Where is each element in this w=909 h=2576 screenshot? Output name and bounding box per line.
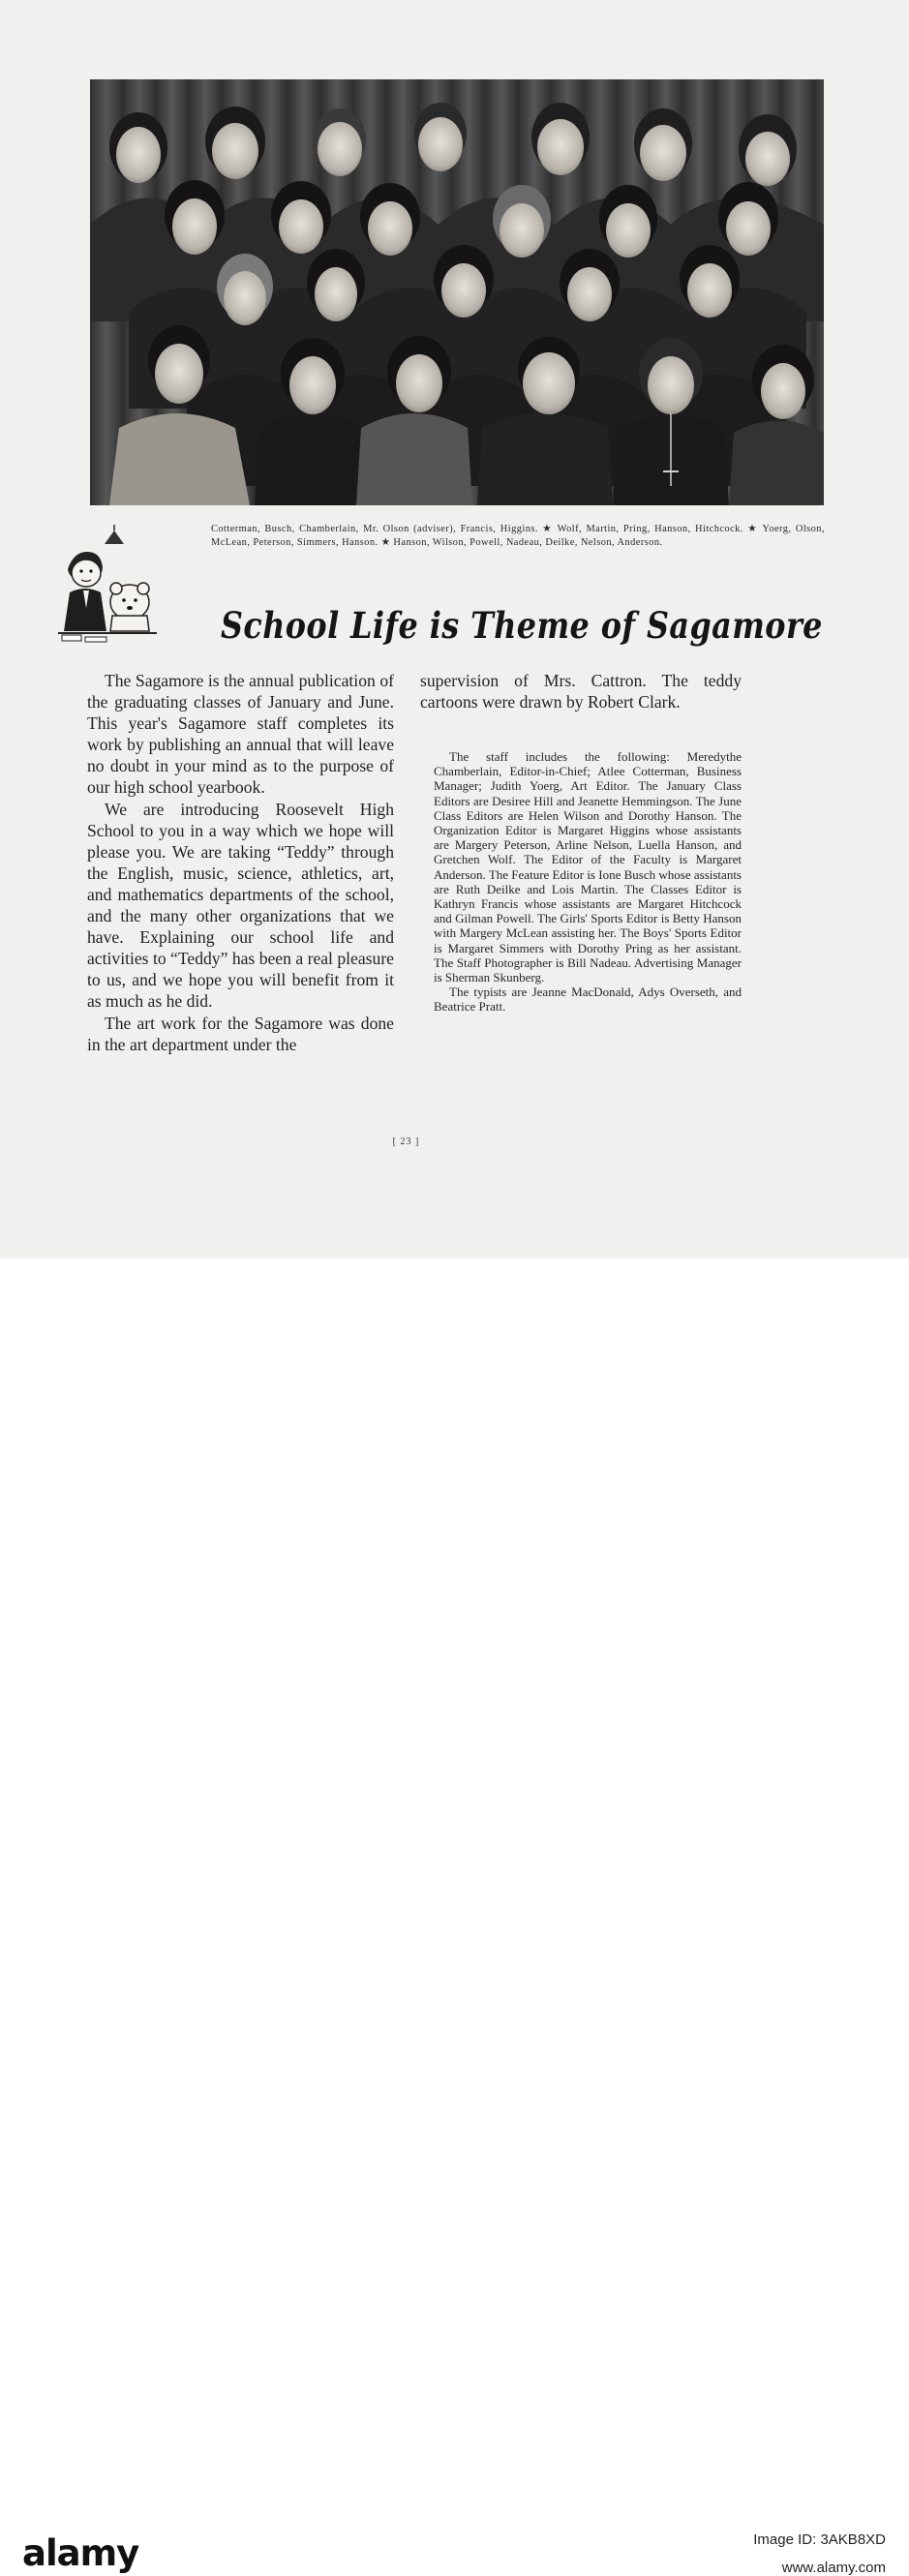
page-number: [ 23 ] xyxy=(392,1136,420,1147)
stock-footer xyxy=(0,1258,909,2576)
teddy-cartoon-drawing xyxy=(56,523,159,649)
typists-paragraph: The typists are Jeanne MacDonald, Adys Overseth, and Beatrice Pratt. xyxy=(434,985,742,1015)
site-url: www.alamy.com xyxy=(781,2560,886,2576)
stock-brand-logo: alamy xyxy=(22,2532,139,2574)
article-left-column xyxy=(87,670,394,1055)
article-paragraph-1: The Sagamore is the annual publication of the graduating classes of January and June. This year's Sagamore staff completes its work by publishing an annual that will leave no doubt in your mind as to the purpose of our high school yearbook. xyxy=(87,671,394,798)
group-photo-image xyxy=(90,79,824,505)
article-paragraph-3-continued: supervision of Mrs. Cattron. The teddy cartoons were drawn by Robert Clark. xyxy=(420,671,742,712)
photo-caption: Cotterman, Busch, Chamberlain, Mr. Olson (adviser), Francis, Higgins. ★ Wolf, Martin, Pring, Hanson, Hitchcock. ★ Yoerg, Olson, McLean, Peterson, Simmers, Hanson. ★ Hanson, Wilson, Powell, Nadeau, Deilke, Nelson, Anderson. xyxy=(211,524,825,548)
staff-paragraph: The staff includes the following: Meredythe Chamberlain, Editor-in-Chief; Atlee Cotterman, Business Manager; Judith Yoerg, Art Editor. The January Class Editors are Desiree Hill and Jeanette Hemmingson. The June Class Editors are Helen Wilson and Dorothy Hanson. The Organization Editor is Margaret Higgins whose assistants are Margery Peterson, Arline Nelson, Luella Hanson, and Gretchen Wolf. The Editor of the Faculty is Margaret Anderson. The Feature Editor is Ione Busch whose assistants are Ruth Deilke and Lois Martin. The Classes Editor is Kathryn Francis whose assistants are Margaret Hitchcock and Gilman Powell. The Girls' Sports Editor is Betty Hanson with Margery McLean assisting her. The Boys' Sports Editor is Margaret Simmers with Dorothy Pring as her assistant. The Staff Photographer is Bill Nadeau. Advertising Manager is Sherman Skunberg. xyxy=(434,749,742,985)
staff-group-photo xyxy=(90,79,824,505)
yearbook-page xyxy=(0,0,909,1258)
staff-list-column xyxy=(434,749,742,1015)
article-title: School Life is Theme of Sagamore xyxy=(221,604,823,647)
image-id-label: Image ID: 3AKB8XD xyxy=(753,2531,886,2548)
article-paragraph-3: The art work for the Sagamore was done in the art department under the xyxy=(87,1013,394,1054)
article-paragraph-2: We are introducing Roosevelt High School to you in a way which we hope will please you. We are taking “Teddy” through the English, music, science, athletics, art, and mathematics departments of the school, and the many other organizations that we have. Explaining our school life and activities to “Teddy” has been a real pleasure to us, and we hope you will benefit from it as much as he did. xyxy=(87,799,394,1012)
teddy-cartoon-illustration xyxy=(56,523,159,649)
article-right-column xyxy=(420,670,742,712)
